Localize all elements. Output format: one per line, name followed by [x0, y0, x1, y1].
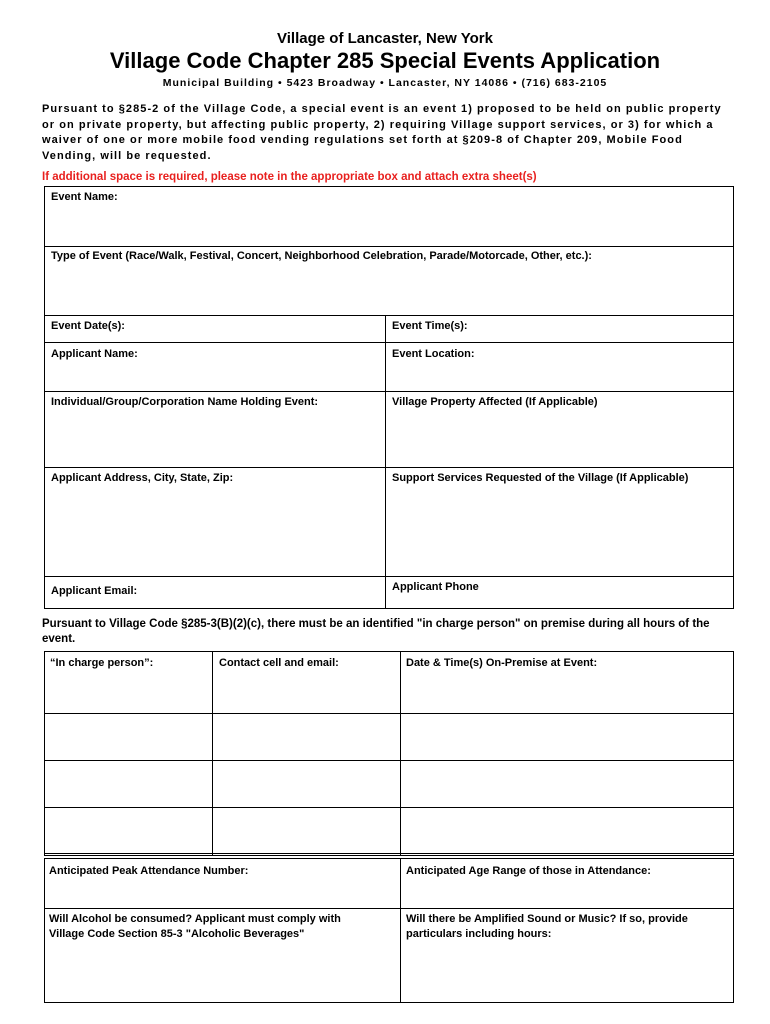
in-charge-paragraph: Pursuant to Village Code §285-3(B)(2)(c), there must be an identified "in charge person" on premise during all hours of the event. — [42, 618, 710, 645]
event-name-label[interactable]: Event Name: — [51, 191, 118, 203]
applicant-address-label[interactable]: Applicant Address, City, State, Zip: — [51, 472, 234, 484]
applicant-name-label[interactable]: Applicant Name: — [51, 348, 138, 360]
municipality-heading: Village of Lancaster, New York — [277, 30, 493, 47]
divider — [400, 858, 401, 1003]
divider — [400, 651, 401, 856]
support-services-label[interactable]: Support Services Requested of the Village (If Applicable) — [392, 472, 689, 484]
contact-header: Contact cell and email: — [219, 657, 339, 669]
event-times-label[interactable]: Event Time(s): — [392, 320, 468, 332]
address-line: Municipal Building • 5423 Broadway • Lancaster, NY 14086 • (716) 683-2105 — [162, 77, 608, 89]
divider — [44, 246, 734, 247]
applicant-email-label[interactable]: Applicant Email: — [51, 585, 138, 597]
form-title: Village Code Chapter 285 Special Events Application — [109, 48, 661, 73]
event-location-label[interactable]: Event Location: — [392, 348, 475, 360]
divider — [44, 342, 734, 343]
divider — [44, 807, 734, 808]
property-affected-label[interactable]: Village Property Affected (If Applicable) — [392, 396, 598, 408]
divider — [212, 651, 213, 856]
divider — [44, 713, 734, 714]
on-premise-header: Date & Time(s) On-Premise at Event: — [406, 657, 598, 669]
divider — [385, 315, 386, 609]
event-type-label[interactable]: Type of Event (Race/Walk, Festival, Concert, Neighborhood Celebration, Parade/Motorcade, Other, etc.): — [51, 250, 592, 262]
in-charge-table — [44, 651, 734, 856]
intro-paragraph: Pursuant to §285-2 of the Village Code, a special event is an event 1) proposed to be held on public property or on private property, but affecting public property, 2) requiring Village support services, or 3) for which a waiver of one or more mobile food vending regulations set forth at §209-8 of Chapter 209, Mobile Food Vending, will be requested. — [42, 103, 722, 162]
event-dates-label[interactable]: Event Date(s): — [51, 320, 125, 332]
amplified-sound-label[interactable]: Will there be Amplified Sound or Music? If so, provide particulars including hours: — [406, 913, 688, 940]
divider — [44, 853, 734, 854]
peak-attendance-label[interactable]: Anticipated Peak Attendance Number: — [49, 865, 249, 877]
extra-space-notice: If additional space is required, please note in the appropriate box and attach extra sheet(s) — [42, 171, 537, 183]
divider — [44, 760, 734, 761]
divider — [44, 576, 734, 577]
holder-name-label[interactable]: Individual/Group/Corporation Name Holding Event: — [51, 396, 319, 408]
alcohol-label[interactable]: Will Alcohol be consumed? Applicant must comply with Village Code Section 85-3 "Alcoholic Beverages" — [49, 913, 341, 940]
divider — [44, 908, 734, 909]
divider — [44, 467, 734, 468]
divider — [44, 391, 734, 392]
in-charge-person-header: “In charge person”: — [50, 657, 154, 669]
age-range-label[interactable]: Anticipated Age Range of those in Attendance: — [406, 865, 651, 877]
applicant-phone-label[interactable]: Applicant Phone — [392, 581, 479, 593]
divider — [44, 315, 734, 316]
